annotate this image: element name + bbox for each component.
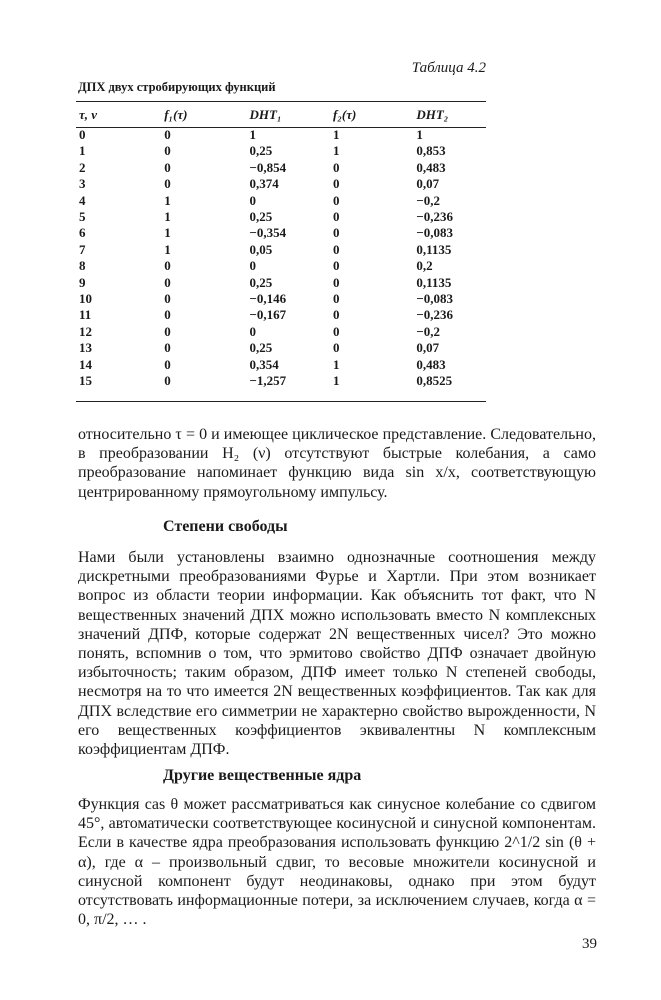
cell-dht2: −0,2	[416, 323, 440, 339]
cell-f1: 1	[164, 225, 171, 241]
cell-f1: 0	[164, 127, 171, 142]
section-heading-degrees-of-freedom: Степени свободы	[163, 518, 288, 535]
table-row	[76, 225, 486, 241]
cell-f2: 0	[333, 307, 340, 323]
cell-tau-nu: 2	[79, 159, 86, 175]
cell-f2: 0	[333, 241, 340, 257]
table-row	[76, 373, 486, 389]
cell-dht1: 0	[249, 323, 257, 339]
cell-f2: 0	[333, 176, 340, 192]
cell-dht2: 0,853	[416, 143, 446, 159]
cell-tau-nu: 14	[79, 356, 92, 372]
cell-f2: 0	[333, 274, 340, 290]
cell-f2: 0	[333, 209, 340, 225]
table-row	[76, 193, 486, 209]
table-row	[76, 242, 486, 258]
table-row	[76, 324, 486, 340]
table-row	[76, 143, 486, 159]
table-row	[76, 340, 486, 356]
table-row	[76, 258, 486, 274]
header-f1: f₁(τ)	[164, 107, 188, 122]
page-number: 39	[582, 936, 597, 952]
cell-f2: 0	[333, 291, 340, 307]
cell-f2: 1	[333, 127, 340, 142]
cell-f1: 1	[164, 241, 171, 257]
cell-tau-nu: 6	[79, 225, 86, 241]
table-row	[76, 176, 486, 192]
cell-f2: 0	[333, 258, 340, 274]
cell-f2: 0	[333, 323, 340, 339]
cell-f1: 0	[164, 159, 171, 175]
cell-dht1: 0,354	[249, 356, 279, 372]
header-tau-nu: τ, ν	[79, 107, 98, 122]
cell-dht1: 0,25	[249, 209, 273, 225]
header-dht2: DHT₂	[416, 107, 449, 122]
dht-table	[76, 103, 486, 390]
cell-f1: 0	[164, 323, 171, 339]
cell-f1: 0	[164, 340, 171, 356]
table-row	[76, 127, 486, 143]
header-f2: f₂(τ)	[333, 107, 357, 122]
cell-f1: 1	[164, 209, 171, 225]
paragraph-continuation: относительно τ = 0 и имеющее циклическое представление. Следовательно, в преобразовании H₂ (ν) отсутствуют быстрые колебания, а само преобразование напоминает функцию вида sin x/x, соответствующую центрированному прямоугольному импульсу.	[78, 426, 596, 501]
cell-dht2: −0,083	[416, 225, 453, 241]
cell-dht2: 0,8525	[416, 373, 453, 389]
cell-dht2: 0,07	[416, 176, 440, 192]
cell-dht1: 1	[249, 127, 257, 142]
cell-f1: 0	[164, 307, 171, 323]
cell-tau-nu: 1	[79, 143, 86, 159]
cell-dht1: 0	[249, 192, 257, 208]
cell-dht2: 0,1135	[416, 274, 452, 290]
cell-tau-nu: 11	[79, 307, 92, 323]
cell-dht1: −1,257	[249, 373, 287, 389]
table-row	[76, 307, 486, 323]
cell-f2: 0	[333, 225, 340, 241]
table-row	[76, 160, 486, 176]
cell-f1: 0	[164, 356, 171, 372]
cell-tau-nu: 8	[79, 258, 86, 274]
cell-f1: 0	[164, 176, 171, 192]
cell-dht2: 0,483	[416, 356, 446, 372]
cell-dht2: 0,2	[416, 258, 433, 274]
cell-dht1: −0,854	[249, 159, 287, 175]
cell-tau-nu: 15	[79, 373, 92, 389]
table-row	[76, 275, 486, 291]
paragraph-degrees-of-freedom: Нами были установлены взаимно однозначные соотношения между дискретными преобразованиями Фурье и Хартли. При этом возникает вопрос из области теории информации. Как объяснить тот факт, что N вещественных значений ДПХ можно использовать вместо N комплексных значений ДПФ, которые содержат 2N вещественных чисел? Это можно понять, вспомнив о том, что эрмитово свойство ДПФ означает двойную избыточность; таким образом, ДПФ имеет только N степеней свободы, несмотря на то что имеется 2N вещественных коэффициентов. Так как для ДПХ вследствие его симметрии не характерно свойство вырожденности, N его вещественных коэффициентов эквивалентны N комплексным коэффициентам ДПФ.	[78, 549, 596, 759]
cell-dht2: −0,236	[416, 307, 453, 323]
table-row	[76, 209, 486, 225]
table-top-rule	[76, 101, 486, 102]
cell-dht1: −0,146	[249, 291, 287, 307]
cell-tau-nu: 12	[79, 323, 92, 339]
cell-tau-nu: 13	[79, 340, 92, 356]
cell-dht1: 0,25	[249, 143, 273, 159]
table-number: Таблица 4.2	[411, 60, 486, 76]
cell-f2: 0	[333, 192, 340, 208]
cell-dht1: −0,354	[249, 225, 287, 241]
cell-tau-nu: 4	[79, 192, 86, 208]
cell-dht1: −0,167	[249, 307, 287, 323]
table-caption: ДПХ двух стробирующих функций	[78, 80, 276, 94]
paragraph-other-real-kernels: Функция cas θ может рассматриваться как синусное колебание со сдвигом 45°, автоматически соответствующее косинусной и синусной компонентам. Если в качестве ядра преобразования использовать функцию 2^1/2 sin (θ + α), где α – произвольный сдвиг, то весовые множители косинусной и синусной компонент будут неодинаковы, однако при этом будут отсутствовать информационные потери, за исключением случаев, когда α = 0, π/2, … .	[78, 796, 596, 929]
cell-f1: 0	[164, 143, 171, 159]
cell-dht1: 0	[249, 258, 257, 274]
cell-dht2: 0,483	[416, 159, 446, 175]
cell-dht2: −0,236	[416, 209, 453, 225]
table-row	[76, 357, 486, 373]
table-body	[76, 127, 486, 390]
cell-f2: 1	[333, 356, 340, 372]
cell-f1: 0	[164, 291, 171, 307]
cell-f1: 0	[164, 274, 171, 290]
header-dht1: DHT₁	[249, 107, 282, 122]
cell-tau-nu: 0	[79, 127, 86, 142]
cell-tau-nu: 3	[79, 176, 86, 192]
cell-dht1: 0,374	[249, 176, 279, 192]
cell-dht1: 0,05	[249, 241, 273, 257]
cell-dht2: 0,07	[416, 340, 440, 356]
cell-f2: 0	[333, 159, 340, 175]
table-bottom-rule	[76, 401, 486, 402]
cell-f2: 0	[333, 340, 340, 356]
cell-f1: 0	[164, 258, 171, 274]
cell-f1: 1	[164, 192, 171, 208]
cell-dht1: 0,25	[249, 340, 273, 356]
cell-tau-nu: 7	[79, 241, 86, 257]
cell-dht2: −0,2	[416, 192, 440, 208]
table-header-row	[76, 103, 486, 127]
cell-dht2: 0,1135	[416, 241, 452, 257]
table-row	[76, 291, 486, 307]
cell-dht2: 1	[416, 127, 423, 142]
cell-tau-nu: 5	[79, 209, 86, 225]
cell-f2: 1	[333, 373, 340, 389]
cell-tau-nu: 9	[79, 274, 86, 290]
section-heading-other-real-kernels: Другие вещественные ядра	[163, 767, 362, 784]
cell-dht1: 0,25	[249, 274, 273, 290]
cell-dht2: −0,083	[416, 291, 453, 307]
cell-f1: 0	[164, 373, 171, 389]
cell-tau-nu: 10	[79, 291, 92, 307]
cell-f2: 1	[333, 143, 340, 159]
